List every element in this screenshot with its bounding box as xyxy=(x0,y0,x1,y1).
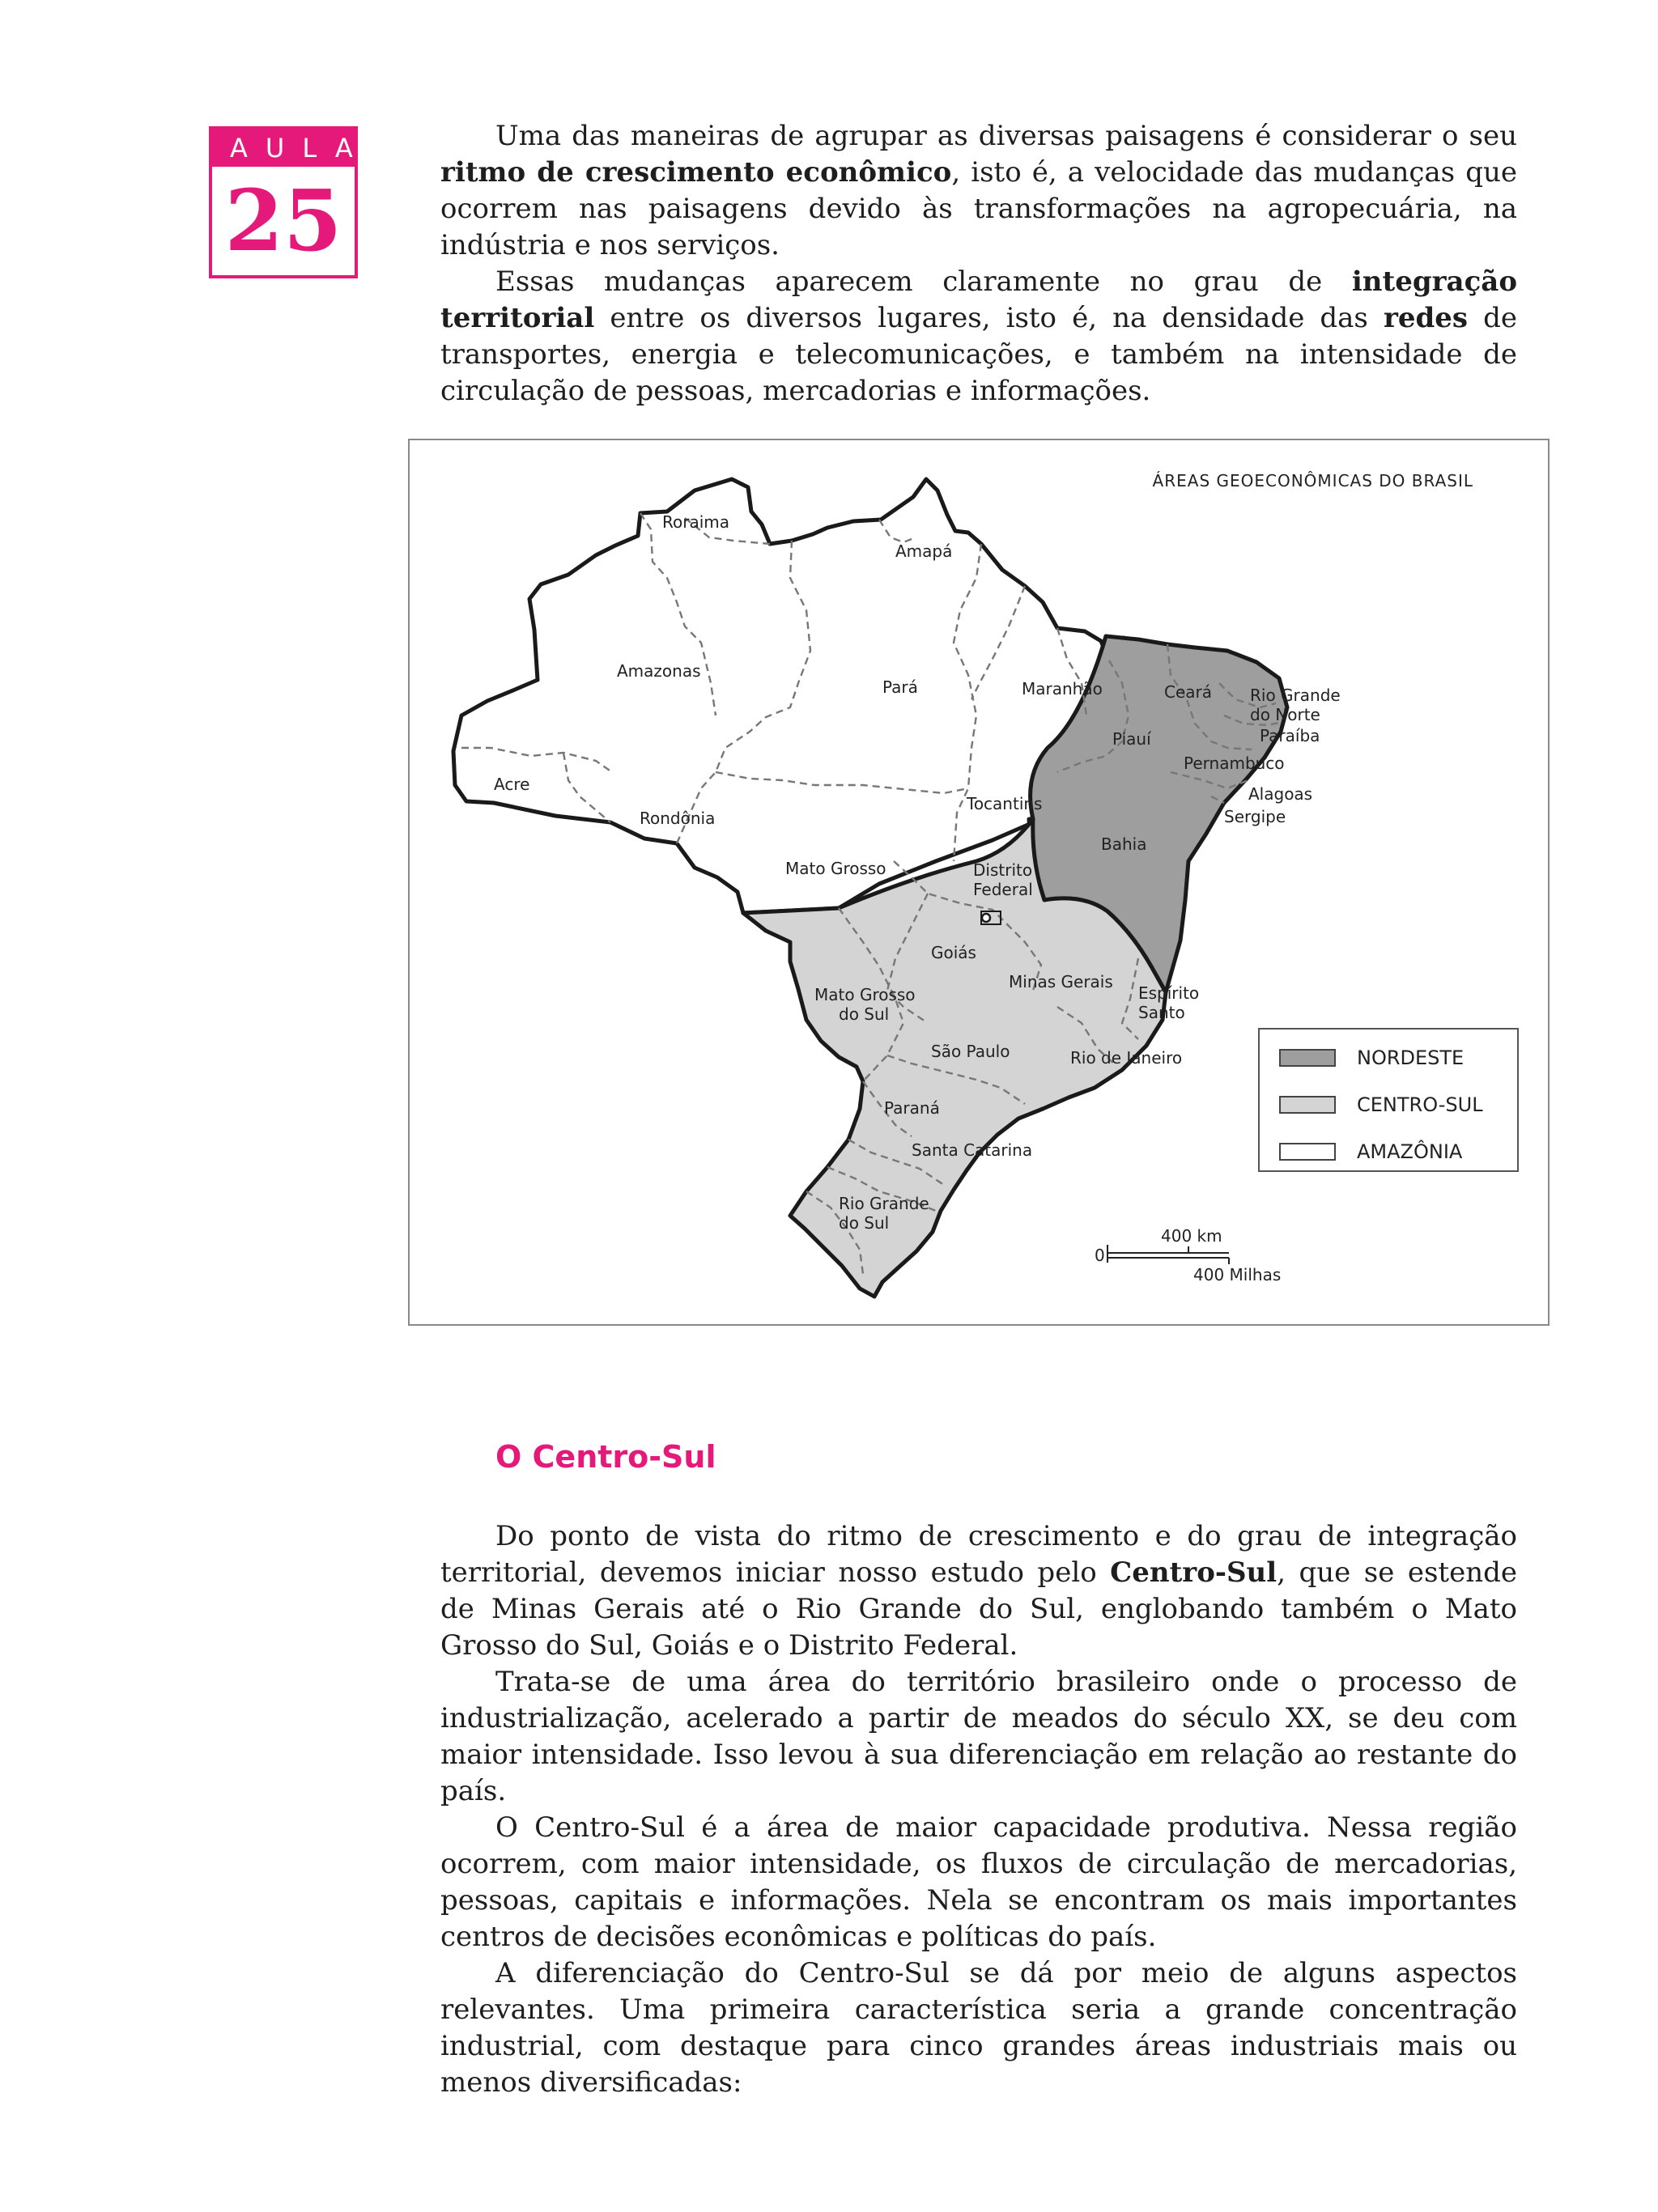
label-distrito-federal-2: Federal xyxy=(973,880,1033,899)
legend-item-nordeste xyxy=(1279,1046,1464,1070)
section-paragraph-1: Do ponto de vista do ritmo de crescimento e do grau de integração territorial, devemos iniciar nosso estudo pelo Centro-Sul, que se estende de Minas Gerais até o Rio Grande do Sul, englobando também o Mato Grosso do Sul, Goiás e o Distrito Federal. xyxy=(440,1520,1517,1662)
label-parana: Paraná xyxy=(884,1098,940,1118)
section-title: O Centro-Sul xyxy=(495,1439,716,1475)
label-distrito-federal-1: Distrito xyxy=(973,860,1033,880)
map-title: ÁREAS GEOECONÔMICAS DO BRASIL xyxy=(1152,471,1473,490)
intro-paragraph-2: Essas mudanças aparecem claramente no grau de integração territorial entre os diversos lugares, isto é, na densidade das redes de transportes, energia e telecomunicações, e também na intensidade de circulação de pessoas, mercadorias e informações. xyxy=(440,265,1517,407)
label-espirito-santo-2: Santo xyxy=(1138,1003,1185,1022)
label-minas-gerais: Minas Gerais xyxy=(1009,972,1113,991)
lesson-number: 25 xyxy=(224,171,342,270)
map-figure xyxy=(408,439,1550,1326)
label-mato-grosso-do-sul-2: do Sul xyxy=(839,1004,890,1024)
label-ceara: Ceará xyxy=(1164,682,1213,702)
section-paragraph-2: Trata-se de uma área do território brasileiro onde o processo de industrialização, acelerado a partir de meados do século XX, se deu com maior intensidade. Isso levou à sua diferenciação em relação ao restante do país. xyxy=(440,1666,1517,1807)
lesson-label: AULA xyxy=(212,129,355,167)
label-sergipe: Sergipe xyxy=(1224,807,1286,826)
section-paragraph-4: A diferenciação do Centro-Sul se dá por meio de alguns aspectos relevantes. Uma primeira característica seria a grande concentração industrial, com destaque para cinco grandes áreas industriais mais ou menos diversificadas: xyxy=(440,1957,1517,2099)
label-roraima: Roraima xyxy=(662,512,730,532)
label-mato-grosso: Mato Grosso xyxy=(785,859,886,878)
intro-paragraph-1: Uma das maneiras de agrupar as diversas paisagens é considerar o seu ritmo de crescimento econômico, isto é, a velocidade das mudanças que ocorrem nas paisagens devido às transformações na agropecuária, na indústria e nos serviços. xyxy=(440,120,1517,261)
label-tocantins: Tocantins xyxy=(967,794,1043,813)
label-amazonas: Amazonas xyxy=(617,661,701,681)
legend-swatch-centro-sul xyxy=(1279,1096,1336,1114)
label-rio-grande-do-norte-1: Rio Grande xyxy=(1250,686,1341,705)
lesson-badge xyxy=(209,126,371,278)
legend-swatch-amazonia xyxy=(1279,1143,1336,1161)
label-alagoas: Alagoas xyxy=(1248,784,1313,804)
legend-label-amazonia: AMAZÔNIA xyxy=(1357,1140,1463,1163)
label-goias: Goiás xyxy=(931,943,976,962)
legend-label-nordeste: NORDESTE xyxy=(1357,1047,1465,1069)
label-mato-grosso-do-sul-1: Mato Grosso xyxy=(814,985,916,1004)
label-piaui: Piauí xyxy=(1112,729,1151,749)
label-paraiba: Paraíba xyxy=(1260,726,1320,745)
brazil-map xyxy=(410,440,1548,1324)
label-maranhao: Maranhão xyxy=(1022,679,1103,698)
label-rio-grande-do-sul-1: Rio Grande xyxy=(839,1194,929,1213)
label-amapa: Amapá xyxy=(895,541,953,561)
intro-text xyxy=(440,118,1517,410)
label-rio-de-janeiro: Rio de Janeiro xyxy=(1070,1048,1183,1068)
label-sao-paulo: São Paulo xyxy=(931,1042,1010,1061)
label-rondonia: Rondônia xyxy=(640,809,716,828)
legend-item-centro-sul xyxy=(1279,1093,1483,1117)
scale-km: 400 km xyxy=(1161,1226,1222,1246)
label-espirito-santo-1: Espírito xyxy=(1138,983,1200,1003)
legend-item-amazonia xyxy=(1279,1140,1462,1164)
label-rio-grande-do-norte-2: do Norte xyxy=(1250,705,1320,724)
legend-label-centro-sul: CENTRO-SUL xyxy=(1357,1093,1483,1116)
scale-zero: 0 xyxy=(1095,1246,1105,1265)
section-text xyxy=(440,1518,1517,2101)
label-rio-grande-do-sul-2: do Sul xyxy=(839,1213,890,1233)
label-pernambuco: Pernambuco xyxy=(1184,754,1285,773)
legend-swatch-nordeste xyxy=(1279,1049,1336,1067)
label-santa-catarina: Santa Catarina xyxy=(912,1140,1033,1160)
map-legend xyxy=(1258,1028,1519,1172)
scale-bar xyxy=(1095,1226,1281,1284)
label-acre: Acre xyxy=(494,775,530,794)
label-bahia: Bahia xyxy=(1101,834,1147,854)
section-paragraph-3: O Centro-Sul é a área de maior capacidade produtiva. Nessa região ocorrem, com maior intensidade, os fluxos de circulação de mercadorias, pessoas, capitais e informações. Nela se encontram os mais importantes centros de decisões econômicas e políticas do país. xyxy=(440,1811,1517,1953)
brasilia-marker xyxy=(982,914,990,922)
label-para: Pará xyxy=(882,677,918,697)
scale-miles: 400 Milhas xyxy=(1193,1265,1282,1284)
